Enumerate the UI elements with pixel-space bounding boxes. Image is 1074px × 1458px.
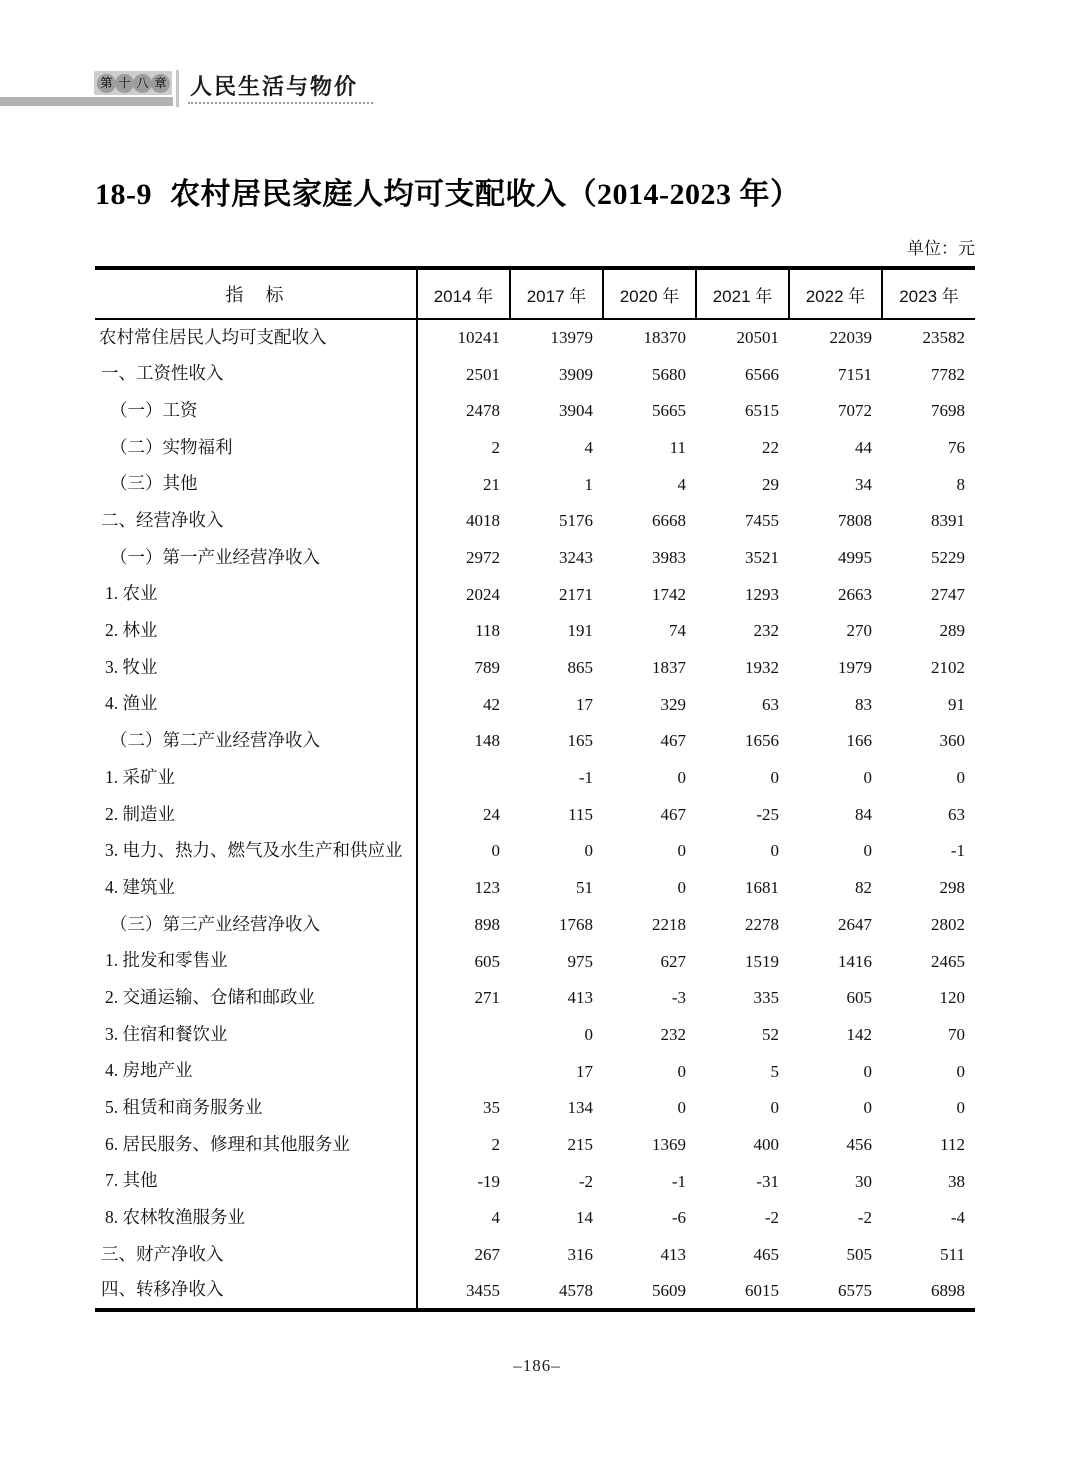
cell-value: 35 — [483, 1098, 500, 1118]
cell-value: -6 — [671, 1208, 686, 1228]
table-row — [95, 576, 975, 613]
cell-value: 1656 — [745, 731, 779, 751]
table-row — [95, 833, 975, 870]
cell-value: 0 — [956, 1061, 965, 1081]
year-header: 2020 年 — [603, 268, 696, 319]
year-header: 2017 年 — [510, 268, 603, 319]
cell-value: 0 — [863, 1098, 872, 1118]
cell-value: 0 — [770, 1098, 779, 1118]
row-label: （二）实物福利 — [95, 429, 417, 466]
cell-value: 91 — [948, 694, 965, 714]
cell-value: 4995 — [838, 547, 872, 567]
cell-value: 215 — [567, 1134, 593, 1154]
cell-value: 118 — [475, 621, 500, 641]
row-label: （一）第一产业经营净收入 — [95, 539, 417, 576]
row-label: 1. 农业 — [95, 576, 417, 613]
cell-value: 21 — [483, 474, 500, 494]
cell-value: 30 — [855, 1171, 872, 1191]
cell-value: 1 — [584, 474, 593, 494]
cell-value: 1768 — [559, 914, 593, 934]
row-label: 6. 居民服务、修理和其他服务业 — [95, 1126, 417, 1163]
table-row — [95, 1163, 975, 1200]
cell-value: 2663 — [838, 584, 872, 604]
cell-value: 0 — [863, 768, 872, 788]
cell-value: 0 — [677, 1098, 686, 1118]
row-label: 三、财产净收入 — [95, 1236, 417, 1273]
cell-value: 6566 — [745, 364, 779, 384]
cell-value: 7151 — [838, 364, 872, 384]
cell-value: 3904 — [559, 401, 593, 421]
cell-value: 467 — [660, 731, 686, 751]
cell-value: 23582 — [922, 328, 965, 348]
cell-value: 2465 — [931, 951, 965, 971]
cell-value: 123 — [474, 878, 500, 898]
year-header: 2014 年 — [417, 268, 510, 319]
row-label: （二）第二产业经营净收入 — [95, 723, 417, 760]
cell-value: 0 — [956, 768, 965, 788]
table-row — [95, 539, 975, 576]
table-row — [95, 502, 975, 539]
cell-value: 1369 — [652, 1134, 686, 1154]
table-row — [95, 356, 975, 393]
cell-value: 1293 — [745, 584, 779, 604]
year-header: 2023 年 — [882, 268, 975, 319]
cell-value: -1 — [578, 768, 593, 788]
row-label: 3. 住宿和餐饮业 — [95, 1016, 417, 1053]
cell-value: 29 — [762, 474, 779, 494]
cell-value: 0 — [863, 1061, 872, 1081]
cell-value: 5 — [770, 1061, 779, 1081]
chapter-number-badge — [94, 71, 172, 95]
cell-value: 11 — [669, 437, 686, 457]
cell-value: 3243 — [559, 547, 593, 567]
cell-value: 5680 — [652, 364, 686, 384]
row-label: 2. 制造业 — [95, 796, 417, 833]
chapter-gray-bar — [0, 97, 173, 106]
cell-value: 7455 — [745, 511, 779, 531]
table-row — [95, 1126, 975, 1163]
cell-value: 1742 — [652, 584, 686, 604]
cell-value: 605 — [846, 988, 872, 1008]
cell-value: 17 — [576, 694, 593, 714]
row-label: （一）工资 — [95, 392, 417, 429]
table-title — [95, 169, 801, 213]
row-label: 5. 租赁和商务服务业 — [95, 1089, 417, 1126]
table-row — [95, 1236, 975, 1273]
cell-value: 298 — [939, 878, 965, 898]
cell-value: 17 — [576, 1061, 593, 1081]
table-row — [95, 943, 975, 980]
header-row — [95, 268, 975, 319]
cell-value: 232 — [660, 1024, 686, 1044]
cell-value: 316 — [567, 1245, 593, 1265]
row-label: 1. 采矿业 — [95, 759, 417, 796]
cell-value: -2 — [857, 1208, 872, 1228]
cell-value: 20501 — [736, 328, 779, 348]
cell-value: 0 — [584, 841, 593, 861]
cell-value: 400 — [753, 1134, 779, 1154]
table-row — [95, 1200, 975, 1237]
table-row — [95, 319, 975, 356]
cell-value: 3521 — [745, 547, 779, 567]
row-label: 3. 电力、热力、燃气及水生产和供应业 — [95, 833, 417, 870]
table-row — [95, 392, 975, 429]
cell-value: 7698 — [931, 401, 965, 421]
table-number: 18-9 — [95, 178, 152, 211]
cell-value: 4 — [491, 1208, 500, 1228]
cell-value: 0 — [956, 1098, 965, 1118]
table-title-text: 农村居民家庭人均可支配收入（2014-2023 年） — [170, 178, 801, 211]
cell-value: 7808 — [838, 511, 872, 531]
year-header: 2021 年 — [696, 268, 789, 319]
cell-value: 289 — [939, 621, 965, 641]
cell-value: 24 — [483, 804, 500, 824]
cell-value: 142 — [846, 1024, 872, 1044]
cell-value: 232 — [753, 621, 779, 641]
cell-value: 112 — [940, 1134, 965, 1154]
chapter-badge-char: 章 — [151, 74, 170, 93]
chapter-badge-char: 十 — [115, 74, 134, 93]
table-row — [95, 1016, 975, 1053]
cell-value: 0 — [770, 841, 779, 861]
cell-value: 4 — [584, 437, 593, 457]
cell-value — [417, 759, 510, 796]
cell-value: -2 — [578, 1171, 593, 1191]
cell-value: 605 — [474, 951, 500, 971]
cell-value: 0 — [677, 768, 686, 788]
cell-value: 465 — [753, 1245, 779, 1265]
cell-value: 52 — [762, 1024, 779, 1044]
table-row — [95, 1089, 975, 1126]
cell-value: 63 — [762, 694, 779, 714]
cell-value: 5609 — [652, 1280, 686, 1300]
row-label: 8. 农林牧渔服务业 — [95, 1200, 417, 1237]
cell-value: 7782 — [931, 364, 965, 384]
row-label: 2. 交通运输、仓储和邮政业 — [95, 979, 417, 1016]
cell-value: 84 — [855, 804, 872, 824]
unit-label: 单位：元 — [907, 239, 975, 258]
cell-value: 51 — [576, 878, 593, 898]
cell-value: 3909 — [559, 364, 593, 384]
cell-value: 267 — [474, 1245, 500, 1265]
cell-value: 0 — [863, 841, 872, 861]
row-label: 2. 林业 — [95, 613, 417, 650]
table-row — [95, 759, 975, 796]
cell-value: 22 — [762, 437, 779, 457]
table-row — [95, 869, 975, 906]
cell-value: 4018 — [466, 511, 500, 531]
cell-value: 10241 — [457, 328, 500, 348]
table-row — [95, 466, 975, 503]
cell-value: 7072 — [838, 401, 872, 421]
cell-value: 82 — [855, 878, 872, 898]
cell-value: 13979 — [550, 328, 593, 348]
row-label: 一、工资性收入 — [95, 356, 417, 393]
cell-value: 413 — [660, 1245, 686, 1265]
row-label: 4. 渔业 — [95, 686, 417, 723]
cell-value: 0 — [584, 1024, 593, 1044]
cell-value: 0 — [677, 878, 686, 898]
cell-value: 6515 — [745, 401, 779, 421]
cell-value: 191 — [567, 621, 593, 641]
cell-value: 74 — [669, 621, 686, 641]
table-row — [95, 1273, 975, 1310]
cell-value: 148 — [474, 731, 500, 751]
cell-value: -4 — [950, 1208, 965, 1228]
cell-value: 2647 — [838, 914, 872, 934]
cell-value: 865 — [567, 658, 593, 678]
cell-value: 2 — [491, 1134, 500, 1154]
cell-value: 42 — [483, 694, 500, 714]
cell-value: 2478 — [466, 401, 500, 421]
cell-value: 70 — [948, 1024, 965, 1044]
stub-header: 指 标 — [95, 268, 417, 319]
cell-value: 0 — [770, 768, 779, 788]
cell-value: 2501 — [466, 364, 500, 384]
table-header — [95, 268, 975, 319]
cell-value: -2 — [764, 1208, 779, 1228]
row-label: 四、转移净收入 — [95, 1273, 417, 1310]
cell-value: 14 — [576, 1208, 593, 1228]
cell-value: 166 — [846, 731, 872, 751]
cell-value: 1416 — [838, 951, 872, 971]
cell-value: 34 — [855, 474, 872, 494]
cell-value: 2218 — [652, 914, 686, 934]
cell-value: 115 — [568, 804, 593, 824]
cell-value: 360 — [939, 731, 965, 751]
cell-value: 1519 — [745, 951, 779, 971]
cell-value: 1979 — [838, 658, 872, 678]
table-row — [95, 649, 975, 686]
cell-value: 271 — [474, 988, 500, 1008]
cell-value: 627 — [660, 951, 686, 971]
cell-value — [417, 1053, 510, 1090]
cell-value: 6898 — [931, 1280, 965, 1300]
cell-value: 1681 — [745, 878, 779, 898]
cell-value: 18370 — [643, 328, 686, 348]
cell-value: -25 — [756, 804, 779, 824]
cell-value: 329 — [660, 694, 686, 714]
table-row — [95, 979, 975, 1016]
row-label: 4. 建筑业 — [95, 869, 417, 906]
cell-value: 0 — [677, 841, 686, 861]
table-row — [95, 686, 975, 723]
cell-value: 2 — [491, 437, 500, 457]
cell-value: 5665 — [652, 401, 686, 421]
cell-value: 1932 — [745, 658, 779, 678]
cell-value: 467 — [660, 804, 686, 824]
cell-value: 270 — [846, 621, 872, 641]
chapter-badge-char: 八 — [133, 74, 152, 93]
cell-value: 2747 — [931, 584, 965, 604]
cell-value: 413 — [567, 988, 593, 1008]
cell-value: 63 — [948, 804, 965, 824]
table-body — [95, 319, 975, 1310]
cell-value: 2024 — [466, 584, 500, 604]
cell-value: -1 — [950, 841, 965, 861]
cell-value: 0 — [677, 1061, 686, 1081]
cell-value: 975 — [567, 951, 593, 971]
cell-value: -3 — [671, 988, 686, 1008]
table-row — [95, 613, 975, 650]
table-row — [95, 796, 975, 833]
cell-value: 83 — [855, 694, 872, 714]
cell-value: 789 — [474, 658, 500, 678]
chapter-badge-char: 第 — [97, 74, 116, 93]
cell-value: 120 — [939, 988, 965, 1008]
cell-value: 8 — [956, 474, 965, 494]
cell-value: 5176 — [559, 511, 593, 531]
row-label: 7. 其他 — [95, 1163, 417, 1200]
row-label: （三）第三产业经营净收入 — [95, 906, 417, 943]
cell-value: 44 — [855, 437, 872, 457]
dotted-underline — [188, 102, 373, 104]
row-label: 1. 批发和零售业 — [95, 943, 417, 980]
cell-value: 3455 — [466, 1280, 500, 1300]
cell-value: 2278 — [745, 914, 779, 934]
cell-value: -19 — [477, 1171, 500, 1191]
cell-value: 8391 — [931, 511, 965, 531]
row-label: 3. 牧业 — [95, 649, 417, 686]
chapter-title: 人民生活与物价 — [190, 74, 359, 99]
cell-value: 456 — [846, 1134, 872, 1154]
table-row — [95, 429, 975, 466]
income-table — [95, 266, 975, 1312]
table-row — [95, 906, 975, 943]
header-divider — [176, 70, 179, 107]
cell-value: -1 — [671, 1171, 686, 1191]
cell-value — [417, 1016, 510, 1053]
table-row — [95, 1053, 975, 1090]
cell-value: 2171 — [559, 584, 593, 604]
cell-value: 165 — [567, 731, 593, 751]
cell-value: 2102 — [931, 658, 965, 678]
row-label: （三）其他 — [95, 466, 417, 503]
cell-value: 6575 — [838, 1280, 872, 1300]
cell-value: 6668 — [652, 511, 686, 531]
table-row — [95, 723, 975, 760]
cell-value: 335 — [753, 988, 779, 1008]
cell-value: 5229 — [931, 547, 965, 567]
cell-value: 3983 — [652, 547, 686, 567]
cell-value: 2972 — [466, 547, 500, 567]
cell-value: 1837 — [652, 658, 686, 678]
row-label: 4. 房地产业 — [95, 1053, 417, 1090]
cell-value: 2802 — [931, 914, 965, 934]
cell-value: 6015 — [745, 1280, 779, 1300]
cell-value: 134 — [567, 1098, 593, 1118]
cell-value: 76 — [948, 437, 965, 457]
cell-value: 38 — [948, 1171, 965, 1191]
cell-value: 898 — [474, 914, 500, 934]
page-number: –186– — [513, 1356, 561, 1375]
cell-value: 4578 — [559, 1280, 593, 1300]
cell-value: -31 — [756, 1171, 779, 1191]
row-label: 农村常住居民人均可支配收入 — [95, 319, 417, 356]
year-header: 2022 年 — [789, 268, 882, 319]
cell-value: 511 — [940, 1245, 965, 1265]
cell-value: 4 — [677, 474, 686, 494]
row-label: 二、经营净收入 — [95, 502, 417, 539]
cell-value: 22039 — [829, 328, 872, 348]
cell-value: 505 — [846, 1245, 872, 1265]
cell-value: 0 — [491, 841, 500, 861]
